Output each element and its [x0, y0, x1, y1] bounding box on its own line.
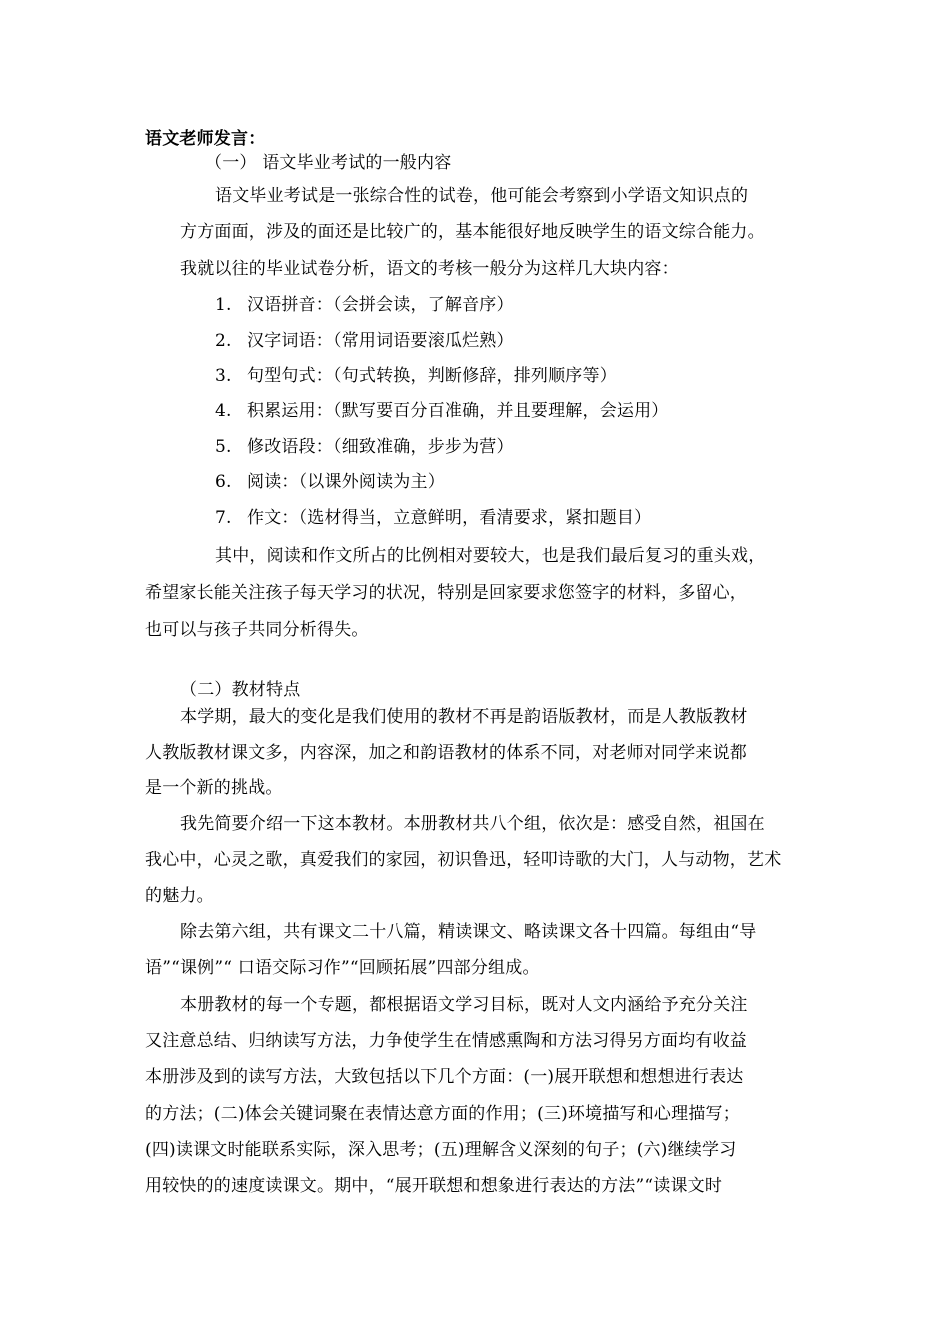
- list-item: [215, 294, 514, 316]
- section2-para1-line1: 本学期，最大的变化是我们使用的教材不再是韵语版教材，而是人教版教材: [180, 707, 748, 727]
- section2-para4-line2: 又注意总结、归纳读写方法，力争使学生在情感熏陶和方法习得另方面均有收益: [145, 1031, 747, 1051]
- list-number: 2.: [215, 331, 232, 351]
- section2-para2-line1: 我先简要介绍一下这本教材。本册教材共八个组，依次是：感受自然，祖国在: [180, 814, 765, 834]
- section1-title: （一） 语文毕业考试的一般内容: [205, 153, 452, 173]
- list-number: 6.: [215, 472, 232, 492]
- section1-para1-line2: 方方面面，涉及的面还是比较广的，基本能很好地反映学生的语文综合能力。: [180, 222, 765, 242]
- list-item: [215, 400, 669, 422]
- section2-para4-line4: 的方法；(二)体会关键词聚在表情达意方面的作用；(三)环境描写和心理描写；: [145, 1104, 740, 1124]
- list-item: [215, 365, 617, 387]
- list-item: [215, 471, 445, 493]
- list-text: 汉语拼音：（会拼会读，了解音序）: [247, 295, 514, 315]
- section2-para4-line3: 本册涉及到的读写方法，大致包括以下几个方面：(一)展开联想和想想进行表达: [145, 1067, 744, 1087]
- list-text: 汉字词语：（常用词语要滚瓜烂熟）: [247, 331, 514, 351]
- section2-para4-line6: 用较快的的速度读课文。期中，“展开联想和想象进行表达的方法”“读课文时: [145, 1176, 723, 1196]
- list-item: [215, 507, 651, 529]
- list-number: 1.: [215, 295, 232, 315]
- list-text: 修改语段：（细致准确，步步为营）: [247, 437, 514, 457]
- section2-para2-line2: 我心中，心灵之歌，真爱我们的家园，初识鲁迅，轻叩诗歌的大门，人与动物，艺术: [145, 850, 782, 870]
- list-item: [215, 436, 514, 458]
- section1-para1-line1: 语文毕业考试是一张综合性的试卷，他可能会考察到小学语文知识点的: [215, 186, 749, 206]
- section2-para3-line1: 除去第六组，共有课文二十八篇，精读课文、略读课文各十四篇。每组由“导: [180, 922, 757, 942]
- section1-para2-line3: 也可以与孩子共同分析得失。: [145, 620, 369, 640]
- list-number: 5.: [215, 437, 232, 457]
- list-number: 7.: [215, 508, 232, 528]
- section2-para4-line5: (四)读课文时能联系实际，深入思考；(五)理解含义深刻的句子；(六)继续学习: [145, 1140, 737, 1160]
- list-text: 阅读：（以课外阅读为主）: [247, 472, 445, 492]
- list-text: 句型句式：（句式转换，判断修辞，排列顺序等）: [247, 366, 617, 386]
- list-item: [215, 330, 514, 352]
- list-text: 积累运用：（默写要百分百准确，并且要理解，会运用）: [247, 401, 669, 421]
- section2-para4-line1: 本册教材的每一个专题，都根据语文学习目标，既对人文内涵给予充分关注: [180, 995, 748, 1015]
- speaker-heading: 语文老师发言：: [145, 129, 266, 149]
- section2-para3-line2: 语”“课例”“ 口语交际习作”“回顾拓展”四部分组成。: [145, 958, 540, 978]
- section2-para1-line3: 是一个新的挑战。: [145, 778, 283, 798]
- section2-para1-line2: 人教版教材课文多，内容深，加之和韵语教材的体系不同，对老师对同学来说都: [145, 743, 747, 763]
- list-number: 4.: [215, 401, 232, 421]
- section1-para2-line2: 希望家长能关注孩子每天学习的状况，特别是回家要求您签字的材料，多留心，: [145, 583, 747, 603]
- list-text: 作文：（选材得当，立意鲜明，看清要求，紧扣题目）: [247, 508, 652, 528]
- section1-para2-line1: 其中，阅读和作文所占的比例相对要较大，也是我们最后复习的重头戏，: [215, 546, 766, 566]
- section1-para1-line3: 我就以往的毕业试卷分析，语文的考核一般分为这样几大块内容：: [180, 259, 679, 279]
- list-number: 3.: [215, 366, 232, 386]
- section2-para2-line3: 的魅力。: [145, 886, 214, 906]
- section2-title: （二）教材特点: [180, 680, 301, 700]
